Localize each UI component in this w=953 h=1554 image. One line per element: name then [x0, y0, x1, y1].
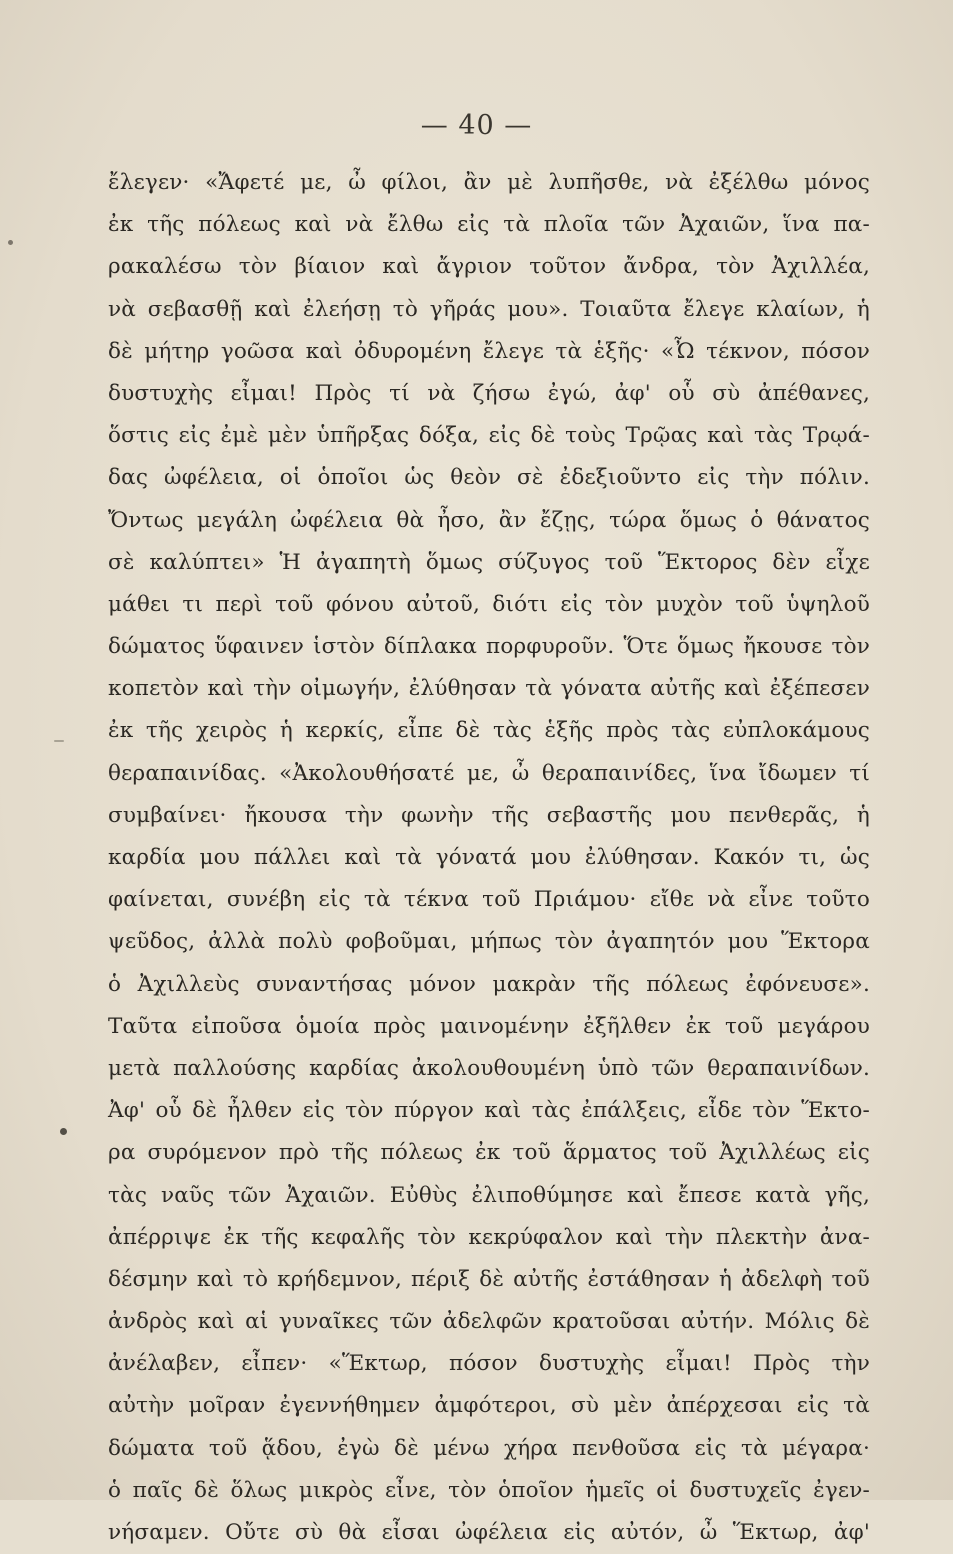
- text-line: δώματα τοῦ ᾅδου, ἐγὼ δὲ μένω χήρα πενθοῦσα εἰς τὰ μέγαρα·: [108, 1435, 870, 1461]
- text-line: ὁ Ἀχιλλεὺς συναντήσας μόνον μακρὰν τῆς πόλεως ἐφόνευσε».: [108, 971, 870, 997]
- text-line: ἐκ τῆς πόλεως καὶ νὰ ἔλθω εἰς τὰ πλοῖα τῶν Ἀχαιῶν, ἵνα πα-: [108, 212, 870, 238]
- text-line: ὅστις εἰς ἐμὲ μὲν ὑπῆρξας δόξα, εἰς δὲ τοὺς Τρῷας καὶ τὰς Τρῳά-: [108, 423, 870, 449]
- text-line: ἀνέλαβεν, εἶπεν· «Ἕκτωρ, πόσον δυστυχὴς εἶμαι! Πρὸς τὴν: [108, 1351, 870, 1377]
- text-line: δας ὠφέλεια, οἱ ὁποῖοι ὡς θεὸν σὲ ἐδεξιοῦντο εἰς τὴν πόλιν.: [108, 465, 870, 491]
- text-line: δυστυχὴς εἶμαι! Πρὸς τί νὰ ζήσω ἐγώ, ἀφ' οὗ σὺ ἀπέθανες,: [108, 380, 870, 406]
- text-line: τὰς ναῦς τῶν Ἀχαιῶν. Εὐθὺς ἐλιποθύμησε καὶ ἔπεσε κατὰ γῆς,: [108, 1182, 870, 1208]
- text-line: ἀπέρριψε ἐκ τῆς κεφαλῆς τὸν κεκρύφαλον καὶ τὴν πλεκτὴν ἀνα-: [108, 1224, 870, 1250]
- text-line: δὲ μήτηρ γοῶσα καὶ ὀδυρομένη ἔλεγε τὰ ἑξῆς· «Ὦ τέκνον, πόσον: [108, 338, 870, 364]
- text-line: ἔλεγεν· «Ἄφετέ με, ὦ φίλοι, ἂν μὲ λυπῆσθε, νὰ ἐξέλθω μόνος: [108, 170, 870, 195]
- text-line: συμβαίνει· ἤκουσα τὴν φωνὴν τῆς σεβαστῆς μου πενθερᾶς, ἡ: [108, 802, 870, 828]
- text-line: δέσμην καὶ τὸ κρήδεμνον, πέριξ δὲ αὐτῆς ἐστάθησαν ἡ ἀδελφὴ τοῦ: [108, 1266, 870, 1292]
- body-text: [108, 162, 870, 1554]
- text-line: νήσαμεν. Οὔτε σὺ θὰ εἶσαι ὠφέλεια εἰς αὐτόν, ὦ Ἕκτωρ, ἀφ': [108, 1520, 870, 1545]
- ink-speck: [8, 240, 13, 245]
- text-line: Ταῦτα εἰποῦσα ὁμοία πρὸς μαινομένην ἐξῆλθεν ἐκ τοῦ μεγάρου: [108, 1013, 870, 1039]
- text-line: ρακαλέσω τὸν βίαιον καὶ ἄγριον τοῦτον ἄνδρα, τὸν Ἀχιλλέα,: [108, 254, 870, 280]
- text-line: αὐτὴν μοῖραν ἐγεννήθημεν ἀμφότεροι, σὺ μὲν ἀπέρχεσαι εἰς τὰ: [108, 1393, 870, 1419]
- text-line: θεραπαινίδας. «Ἀκολουθήσατέ με, ὦ θεραπαινίδες, ἵνα ἴδωμεν τί: [108, 760, 870, 786]
- ink-speck: [54, 740, 64, 742]
- text-line: φαίνεται, συνέβη εἰς τὰ τέκνα τοῦ Πριάμου· εἴθε νὰ εἶνε τοῦτο: [108, 887, 870, 913]
- text-line: σὲ καλύπτει» Ἡ ἀγαπητὴ ὅμως σύζυγος τοῦ Ἕκτορος δὲν εἶχε: [108, 549, 870, 575]
- text-line: ρα συρόμενον πρὸ τῆς πόλεως ἐκ τοῦ ἅρματος τοῦ Ἀχιλλέως εἰς: [108, 1140, 870, 1166]
- ink-speck: [60, 1128, 67, 1135]
- text-line: ἐκ τῆς χειρὸς ἡ κερκίς, εἶπε δὲ τὰς ἑξῆς πρὸς τὰς εὐπλοκάμους: [108, 718, 870, 744]
- text-line: ἀνδρὸς καὶ αἱ γυναῖκες τῶν ἀδελφῶν κρατοῦσαι αὐτήν. Μόλις δὲ: [108, 1309, 870, 1335]
- text-line: ὁ παῖς δὲ ὅλως μικρὸς εἶνε, τὸν ὁποῖον ἡμεῖς οἱ δυστυχεῖς ἐγεν-: [108, 1477, 870, 1503]
- text-line: Ὄντως μεγάλη ὠφέλεια θὰ ἦσο, ἂν ἔζῃς, τώρα ὅμως ὁ θάνατος: [108, 507, 870, 533]
- text-line: νὰ σεβασθῇ καὶ ἐλεήσῃ τὸ γῆράς μου». Τοιαῦτα ἔλεγε κλαίων, ἡ: [108, 296, 870, 322]
- text-line: μετὰ παλλούσης καρδίας ἀκολουθουμένη ὑπὸ τῶν θεραπαινίδων.: [108, 1055, 870, 1081]
- text-line: κοπετὸν καὶ τὴν οἰμωγήν, ἐλύθησαν τὰ γόνατα αὐτῆς καὶ ἐξέπεσεν: [108, 676, 870, 702]
- text-line: μάθει τι περὶ τοῦ φόνου αὐτοῦ, διότι εἰς τὸν μυχὸν τοῦ ὑψηλοῦ: [108, 591, 870, 617]
- page-number: — 40 —: [420, 110, 533, 141]
- text-line: καρδία μου πάλλει καὶ τὰ γόνατά μου ἐλύθησαν. Κακόν τι, ὡς: [108, 845, 870, 870]
- text-line: δώματος ὕφαινεν ἱστὸν δίπλακα πορφυροῦν. Ὅτε ὅμως ἤκουσε τὸν: [108, 634, 870, 660]
- text-line: Ἀφ' οὗ δὲ ἦλθεν εἰς τὸν πύργον καὶ τὰς ἐπάλξεις, εἶδε τὸν Ἕκτο-: [108, 1098, 870, 1124]
- text-line: ψεῦδος, ἀλλὰ πολὺ φοβοῦμαι, μήπως τὸν ἀγαπητόν μου Ἕκτορα: [108, 929, 870, 955]
